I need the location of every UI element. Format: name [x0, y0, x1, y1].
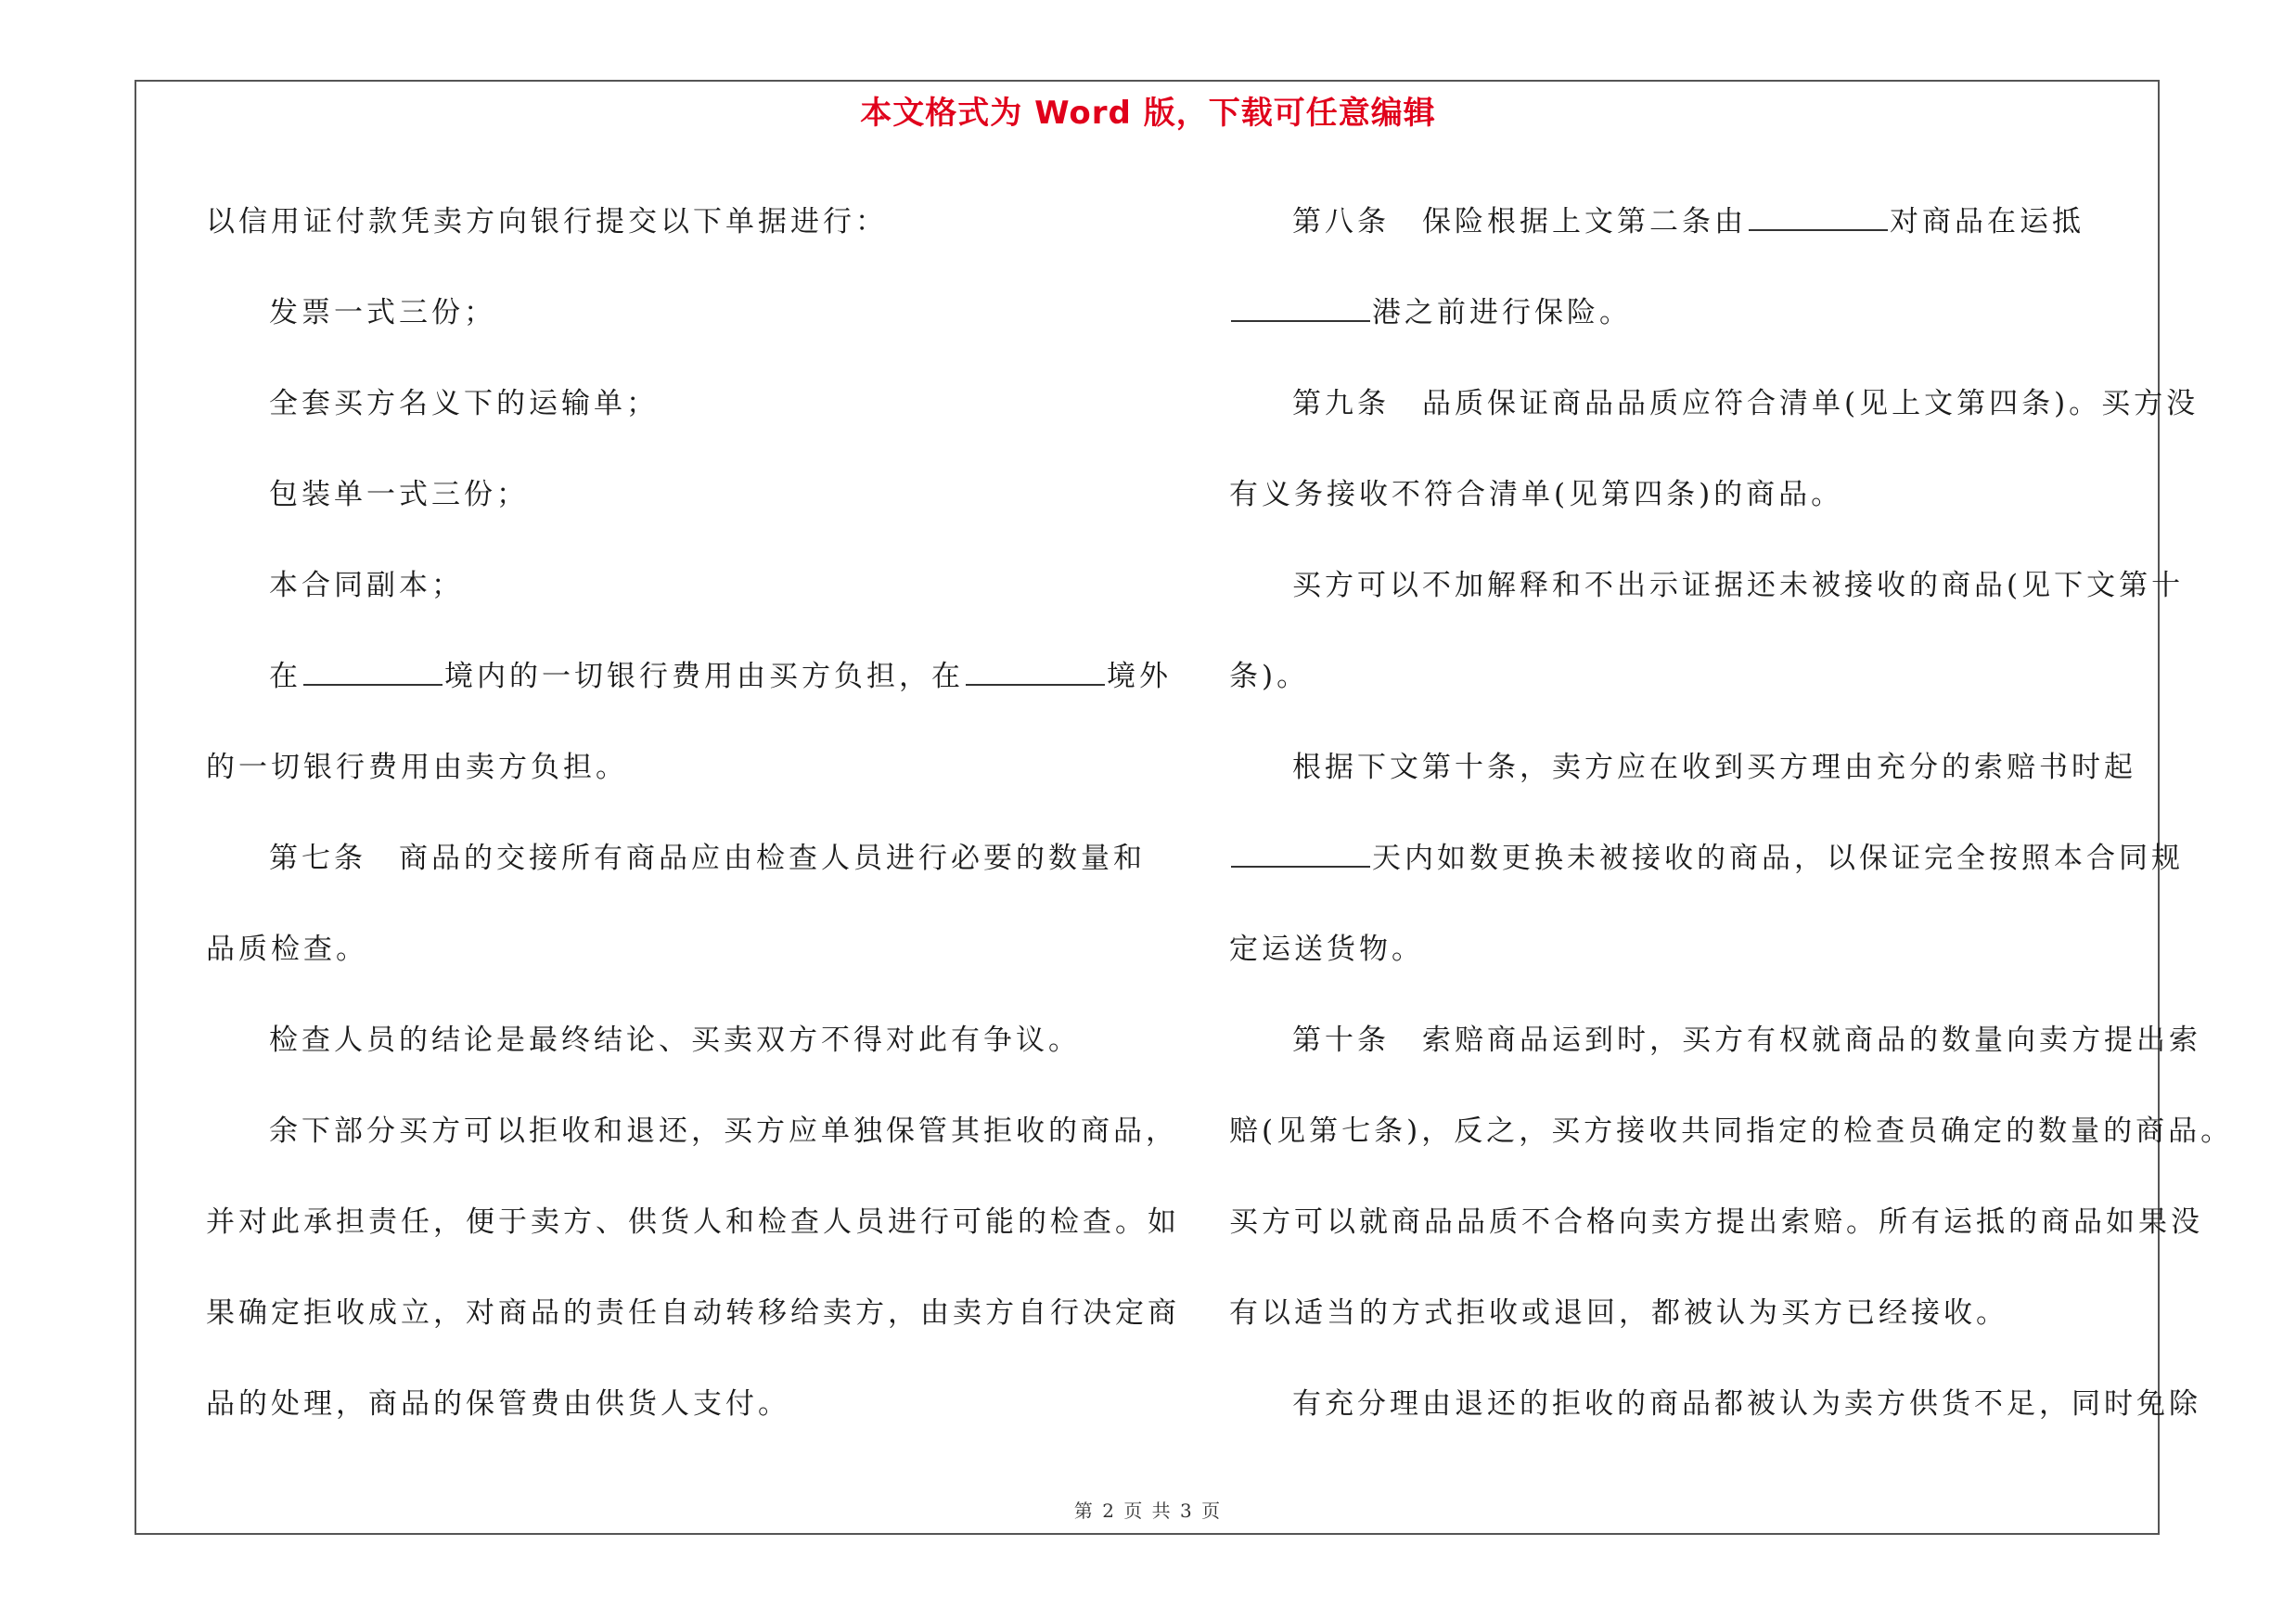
text-line: 并对此承担责任，便于卖方、供货人和检查人员进行可能的检查。如 — [206, 1205, 1180, 1239]
fill-in-blank — [966, 662, 1105, 686]
article-10-heading-line: 第十条 索赔商品运到时，买方有权就商品的数量向卖方提出索 — [1292, 1024, 2201, 1057]
page-number-footer: 第 2 页 共 3 页 — [1073, 1500, 1223, 1522]
text-line: 品质检查。 — [206, 933, 368, 966]
text-fragment: 港之前进行保险。 — [1372, 296, 1632, 329]
text-line — [1229, 813, 2184, 904]
text-line: 有充分理由退还的拒收的商品都被认为卖方供货不足，同时免除 — [1292, 1387, 2201, 1421]
text-line: 买方可以不加解释和不出示证据还未被接收的商品(见下文第十 — [1292, 569, 2185, 602]
article-8-heading-line — [1229, 176, 2157, 267]
text-line: 以信用证付款凭卖方向银行提交以下单据进行： — [206, 205, 888, 238]
text-line: 包装单一式三份； — [269, 478, 529, 511]
fill-in-blank — [1749, 207, 1888, 231]
text-line: 本合同副本； — [269, 569, 464, 602]
article-7-heading-line: 第七条 商品的交接所有商品应由检查人员进行必要的数量和 — [269, 842, 1146, 875]
right-column — [1229, 176, 2234, 1449]
fill-in-blank — [1231, 844, 1370, 868]
text-line: 余下部分买方可以拒收和退还，买方应单独保管其拒收的商品， — [269, 1114, 1178, 1148]
text-line: 定运送货物。 — [1229, 933, 1424, 966]
text-fragment: 境内的一切银行费用由买方负担，在 — [444, 660, 964, 693]
text-line: 有义务接收不符合清单(见第四条)的商品。 — [1229, 478, 1844, 511]
text-line — [206, 631, 1172, 722]
text-line: 发票一式三份； — [269, 296, 496, 329]
fill-in-blank — [303, 662, 443, 686]
left-column — [206, 176, 1180, 1449]
text-fragment: 对商品在运抵 — [1890, 205, 2084, 238]
text-line: 全套买方名义下的运输单； — [269, 387, 659, 420]
text-line: 赔(见第七条)，反之，买方接收共同指定的检查员确定的数量的商品。 — [1229, 1114, 2234, 1148]
fill-in-blank — [1231, 298, 1370, 322]
text-line: 品的处理，商品的保管费由供货人支付。 — [206, 1387, 790, 1421]
text-line: 有以适当的方式拒收或退回，都被认为买方已经接收。 — [1229, 1296, 2008, 1330]
text-fragment: 第八条 保险根据上文第二条由 — [1292, 205, 1747, 238]
format-banner: 本文格式为 Word 版，下载可任意编辑 — [860, 95, 1436, 132]
text-line: 检查人员的结论是最终结论、买卖双方不得对此有争议。 — [269, 1024, 1081, 1057]
text-line: 买方可以就商品品质不合格向卖方提出索赔。所有运抵的商品如果没 — [1229, 1205, 2203, 1239]
text-fragment: 天内如数更换未被接收的商品，以保证完全按照本合同规 — [1372, 842, 2184, 875]
text-line: 的一切银行费用由卖方负担。 — [206, 751, 628, 784]
text-line — [1229, 267, 2157, 358]
text-fragment: 境外 — [1107, 660, 1172, 693]
text-fragment: 在 — [269, 660, 301, 693]
text-line: 条)。 — [1229, 660, 1310, 693]
text-line: 根据下文第十条，卖方应在收到买方理由充分的索赔书时起 — [1292, 751, 2136, 784]
text-line: 果确定拒收成立，对商品的责任自动转移给卖方，由卖方自行决定商 — [206, 1296, 1180, 1330]
article-9-heading-line: 第九条 品质保证商品品质应符合清单(见上文第四条)。买方没 — [1292, 387, 2200, 420]
